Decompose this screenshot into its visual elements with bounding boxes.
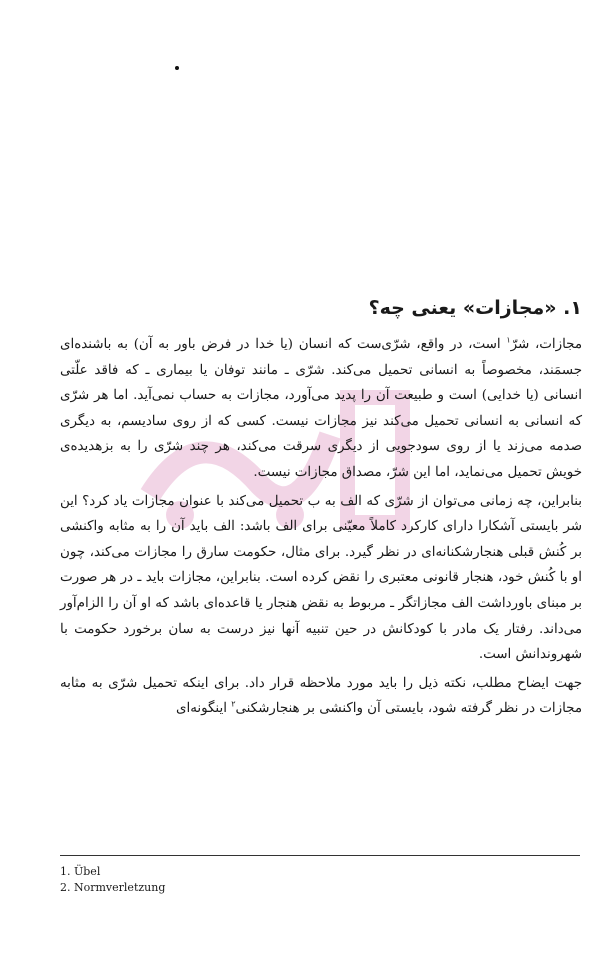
footnote-ref-1[interactable]: ۱	[506, 335, 511, 345]
footnote-1: 1. Übel	[60, 865, 101, 878]
footnotes	[60, 864, 580, 896]
paragraph-1-rest: است، در واقع، شرّی‌ست که انسان (یا خدا در فرض باور به آن) به باشنده‌ای جسمَند، مخصوصاً به انسانی تحمیل می‌کند. شرّی ـ مانند توفان یا بیماری ـ که فاقد علّتی انسانی (یا خدایی) است و طبیعت آن را پدید می‌آورد، مجازات به حساب نمی‌آید. اما هر شرّی که انسانی به انسانی تحمیل می‌کند نیز مجازات نیست. کسی که از روی سادیسم، به دیگری صدمه می‌زند یا از روی سودجویی از دیگری سرقت می‌کند، هر چند شرّی را به بزهدیده‌ی خویش تحمیل می‌نماید، اما این شرّ، مصداق مجازات نیست.	[60, 337, 582, 480]
footnote-ref-2[interactable]: ۲	[231, 699, 236, 709]
section-heading: ۱. «مجازات» یعنی چه؟	[368, 297, 582, 319]
footnote-2: 2. Normverletzung	[60, 881, 166, 894]
paragraph-2: بنابراین، چه زمانی می‌توان از شرّی که الف به ب تحمیل می‌کند با عنوان مجازات یاد کرد؟ این شر بایستی آشکارا دارای کارکرد کاملاً معیّنی برای الف باشد: الف باید آن را به مثابه واکنشی بر کُنش قبلی هنجارشکنانه‌ای در نظر گیرد. برای مثال، حکومت سارق را مجازات می‌کند، چون او با کُنش خود، هنجار قانونی معتبری را نقض کرده است. بنابراین، مجازات باید ـ در هر صورت بر مبنای باورداشت الف مجازاتگر ـ مربوط به نقض هنجار یا قاعده‌ای باشد که او آن را الزام‌آور می‌داند. رفتار یک مادر با کودکانش در حین تنبیه آنها نیز درست به سان برخورد حکومت با شهروندانش است.	[60, 493, 582, 663]
ink-dot	[175, 66, 179, 70]
paragraph-1-lead: مجازات، شرّ	[510, 337, 582, 352]
main-text	[60, 296, 582, 725]
paragraph-3-lead: جهت ایضاح مطلب، نکته ذیل را باید مورد ملاحظه قرار داد. برای اینکه تحمیل شرّی به مثابه مجازات در نظر گرفته شود، بایستی آن واکنشی بر هنجارشکنی	[60, 675, 582, 717]
paragraph-1	[60, 332, 582, 486]
paragraph-3	[60, 671, 582, 722]
paragraph-3-rest: اینگونه‌ای	[176, 701, 232, 717]
footnote-divider	[60, 855, 580, 856]
